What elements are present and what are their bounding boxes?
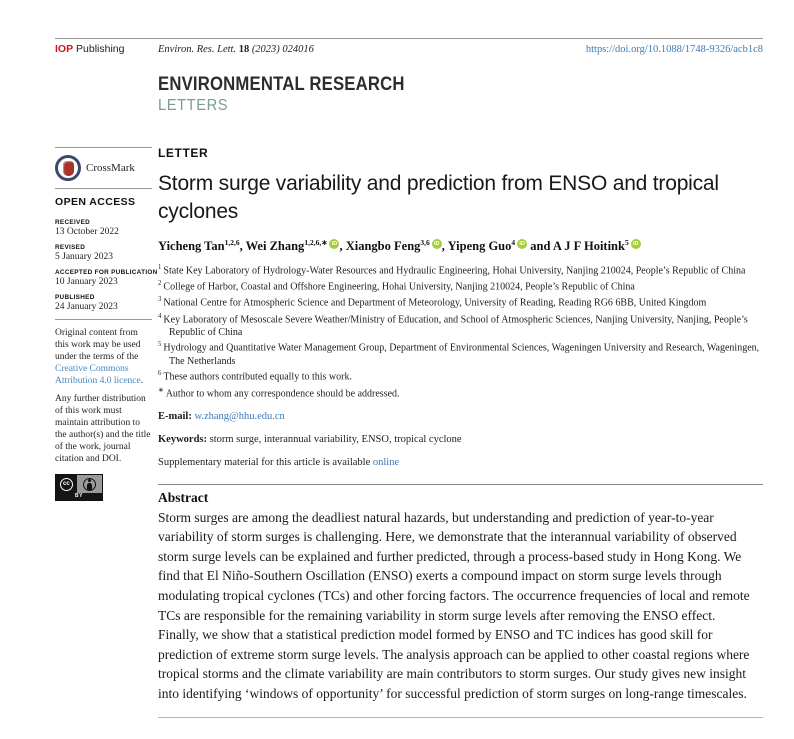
orcid-icon[interactable] <box>432 239 442 249</box>
publisher-name: Publishing <box>73 43 125 55</box>
accepted-date: ACCEPTED FOR PUBLICATION 10 January 2023 <box>55 269 158 287</box>
journal-name-line1: ENVIRONMENTAL RESEARCH <box>158 74 405 95</box>
sidebar-divider <box>55 147 152 148</box>
sidebar-divider <box>55 188 152 189</box>
affiliation-list <box>158 262 763 400</box>
abstract-text: Storm surges are among the deadliest natural hazards, but understanding and prediction of year-to-year variability of storm surges is challenging. Here, we demonstrate that the interannual variability of observed storm surge levels can be explained and further predicted, through a process-based study in Hong Kong. We find that El Niño-Southern Oscillation (ENSO) exerts a compound impact on storm surge levels through modulating tropical cyclones (TCs) and other forcing factors. The occurrence frequencies of local and remote TCs are responsible for the remaining variability in storm surge levels after removing the ENSO effect. Finally, we show that a statistical prediction model formed by ENSO and TC indices has good skill for prediction of extreme storm surge levels. The analysis approach can be applied to other coastal regions where tropical storms and the climate variability are main contributors to storm surges. Our study gives new insight into identifying ‘windows of opportunity’ for successful prediction of storm surges on long-range timescales. <box>158 509 750 701</box>
cc-licence-link[interactable]: Creative Commons Attribution 4.0 licence <box>55 364 141 386</box>
crossmark-button[interactable] <box>55 155 152 181</box>
keywords-line <box>158 434 763 445</box>
corresponding-author-note: ∗ Author to whom any correspondence should be addressed. <box>158 386 400 399</box>
doi-link[interactable]: https://doi.org/10.1088/1748-9326/acb1c8 <box>585 44 763 55</box>
affiliation: $^1$ State Key Laboratory of Hydrology-Water Resources and Hydraulic Engineering, Hohai University, Nanjing 210024, People’s Republic of China <box>158 264 746 277</box>
author: Yicheng Tan$^{1,2,6}$, <box>158 238 246 254</box>
keywords-label: Keywords: <box>158 433 210 445</box>
affiliation: $^5$ Hydrology and Quantitative Water Management Group, Department of Environmental Sciences, Wageningen University and Research, Wageningen, The Netherlands <box>158 341 760 367</box>
abstract-top-divider <box>158 484 763 485</box>
iop-logo-text: IOP <box>55 43 74 55</box>
sidebar-divider <box>55 319 152 320</box>
license-paragraph-2: Any further distribution of this work must maintain attribution to the author(s) and the title of the work, journal citation and DOI. <box>55 394 151 464</box>
orcid-icon[interactable] <box>517 239 527 249</box>
abstract-heading: Abstract <box>158 489 209 505</box>
journal-header <box>55 43 763 55</box>
affiliation: $^4$ Key Laboratory of Mesoscale Severe Weather/Ministry of Education, and School of Atmospheric Sciences, Nanjing University, Nanjing, People’s Republic of China <box>158 312 748 338</box>
email-link[interactable]: w.zhang@hhu.edu.cn <box>194 410 285 422</box>
cc-by-badge[interactable] <box>55 474 103 501</box>
crossmark-label: CrossMark <box>86 162 135 174</box>
journal-citation: Environ. Res. Lett. 18 (2023) 024016 <box>158 44 314 55</box>
journal-name-line2: LETTERS <box>158 97 229 114</box>
cc-by-label: BY <box>56 493 102 500</box>
equal-contribution-note: $^6$ These authors contributed equally to this work. <box>158 370 352 383</box>
author: Wei Zhang$^{1,2,6,∗}$ iD , <box>246 239 346 253</box>
header-divider <box>55 38 763 39</box>
author: A J F Hoitink$^5$iD <box>553 239 641 253</box>
author: Xiangbo Feng$^{3,6}$ iD , <box>346 239 448 253</box>
revised-date: REVISED 5 January 2023 <box>55 244 114 262</box>
abstract-bottom-divider <box>158 717 763 718</box>
article-type-label: LETTER <box>158 146 209 160</box>
article-body <box>158 146 763 718</box>
iop-publishing-logo <box>55 43 158 55</box>
open-access-label: OPEN ACCESS <box>55 196 136 208</box>
author: Yipeng Guo$^4$iD and <box>448 239 553 253</box>
affiliation: $^3$ National Centre for Atmospheric Science and Department of Meteorology, University of Reading, Reading RG6 6BB, United Kingdom <box>158 296 707 309</box>
cc-icon: cc <box>60 478 73 491</box>
article-title: Storm surge variability and prediction from ENSO and tropical cyclones <box>158 172 719 223</box>
keywords-text: storm surge, interannual variability, ENSO, tropical cyclone <box>209 433 462 445</box>
received-date: RECEIVED 13 October 2022 <box>55 219 119 237</box>
supplementary-line: Supplementary material for this article is available online <box>158 456 400 468</box>
email-label: E-mail: <box>158 410 195 422</box>
journal-logo <box>158 74 438 115</box>
published-date: PUBLISHED 24 January 2023 <box>55 294 118 312</box>
affiliation: $^2$ College of Harbor, Coastal and Offshore Engineering, Hohai University, Nanjing 210024, People’s Republic of China <box>158 280 635 293</box>
author-list <box>158 238 763 254</box>
orcid-icon[interactable] <box>631 239 641 249</box>
license-paragraph-1: Original content from this work may be used under the terms of the Creative Commons Attribution 4.0 licence. <box>55 328 144 386</box>
metadata-sidebar <box>55 147 158 501</box>
attribution-person-icon <box>83 478 96 491</box>
crossmark-icon <box>55 155 81 181</box>
supplementary-online-link[interactable]: online <box>372 456 400 468</box>
email-line <box>158 411 763 422</box>
orcid-icon[interactable] <box>329 239 339 249</box>
